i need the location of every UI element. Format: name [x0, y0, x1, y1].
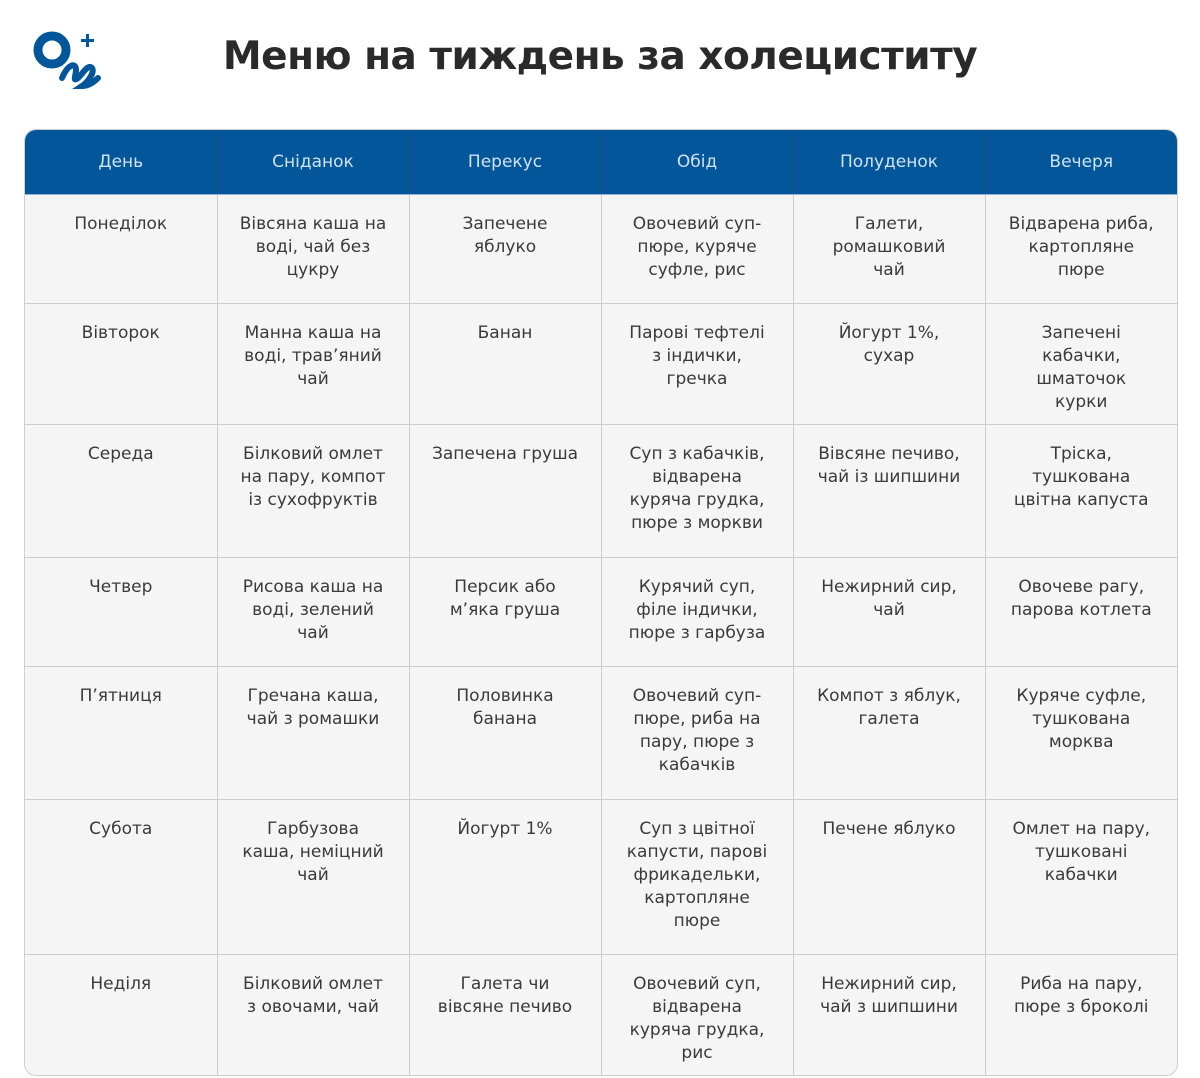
- table-row: [25, 955, 1177, 1076]
- cell-day: Четвер: [25, 558, 217, 667]
- cell-snack: Запечена груша: [409, 425, 601, 558]
- table-row: [25, 304, 1177, 425]
- cell-lunch: Курячий суп, філе індички, пюре з гарбуза: [601, 558, 793, 667]
- table-row: [25, 195, 1177, 304]
- column-header-afternoon-snack: Полуденок: [793, 130, 985, 195]
- cell-lunch: Овочевий суп-пюре, куряче суфле, рис: [601, 195, 793, 304]
- table-header-row: [25, 130, 1177, 195]
- cell-breakfast: Білковий омлет з овочами, чай: [217, 955, 409, 1076]
- cell-afternoon-snack: Нежирний сир, чай з шипшини: [793, 955, 985, 1076]
- cell-dinner: Риба на пару, пюре з броколі: [985, 955, 1177, 1076]
- cell-day: Вівторок: [25, 304, 217, 425]
- cell-snack: Запечене яблуко: [409, 195, 601, 304]
- page-header: [0, 0, 1200, 120]
- cell-afternoon-snack: Печене яблуко: [793, 800, 985, 955]
- cell-snack: Банан: [409, 304, 601, 425]
- column-header-day: День: [25, 130, 217, 195]
- cell-breakfast: Гарбузова каша, неміцний чай: [217, 800, 409, 955]
- cell-day: Середа: [25, 425, 217, 558]
- column-header-dinner: Вечеря: [985, 130, 1177, 195]
- cell-snack: Половинка банана: [409, 667, 601, 800]
- cell-dinner: Овочеве рагу, парова котлета: [985, 558, 1177, 667]
- table-row: [25, 667, 1177, 800]
- cell-day: Субота: [25, 800, 217, 955]
- cell-breakfast: Вівсяна каша на воді, чай без цукру: [217, 195, 409, 304]
- cell-lunch: Суп з кабачків, відварена куряча грудка, пюре з моркви: [601, 425, 793, 558]
- weekly-menu-table: [24, 129, 1178, 1076]
- cell-breakfast: Білковий омлет на пару, компот із сухофруктів: [217, 425, 409, 558]
- page-title: Меню на тиждень за холециститу: [222, 34, 978, 79]
- cell-snack: Галета чи вівсяне печиво: [409, 955, 601, 1076]
- cell-afternoon-snack: Нежирний сир, чай: [793, 558, 985, 667]
- cell-breakfast: Рисова каша на воді, зелений чай: [217, 558, 409, 667]
- cell-afternoon-snack: Компот з яблук, галета: [793, 667, 985, 800]
- cell-breakfast: Гречана каша, чай з ромашки: [217, 667, 409, 800]
- cell-dinner: Відварена риба, картопляне пюре: [1008, 214, 1154, 280]
- column-header-lunch: Обід: [601, 130, 793, 195]
- table-row: [25, 558, 1177, 667]
- cell-day: Понеділок: [25, 195, 217, 304]
- cell-lunch: Суп з цвітної капусти, парові фрикадельки, картопляне пюре: [601, 800, 793, 955]
- cell-afternoon-snack: Галети, ромашковий чай: [793, 195, 985, 304]
- cell-dinner: Запечені кабачки, шматочок курки: [985, 304, 1177, 425]
- cell-dinner: Омлет на пару, тушковані кабачки: [985, 800, 1177, 955]
- cell-lunch: Овочевий суп, відварена куряча грудка, рис: [601, 955, 793, 1076]
- column-header-snack: Перекус: [409, 130, 601, 195]
- column-header-breakfast: Сніданок: [217, 130, 409, 195]
- table-row: [25, 425, 1177, 558]
- cell-dinner: Тріска, тушкована цвітна капуста: [985, 425, 1177, 558]
- cell-afternoon-snack: Йогурт 1%, сухар: [793, 304, 985, 425]
- cell-snack: Персик або м’яка груша: [409, 558, 601, 667]
- cell-lunch: Овочевий суп-пюре, риба на пару, пюре з кабачків: [601, 667, 793, 800]
- cell-dinner: Куряче суфле, тушкована морква: [985, 667, 1177, 800]
- cell-afternoon-snack: Вівсяне печиво, чай із шипшини: [793, 425, 985, 558]
- cell-day: П’ятниця: [25, 667, 217, 800]
- cell-breakfast: Манна каша на воді, трав’яний чай: [217, 304, 409, 425]
- table-row: [25, 800, 1177, 955]
- cell-snack: Йогурт 1%: [409, 800, 601, 955]
- cell-day: Неділя: [25, 955, 217, 1076]
- cell-lunch: Парові тефтелі з індички, гречка: [601, 304, 793, 425]
